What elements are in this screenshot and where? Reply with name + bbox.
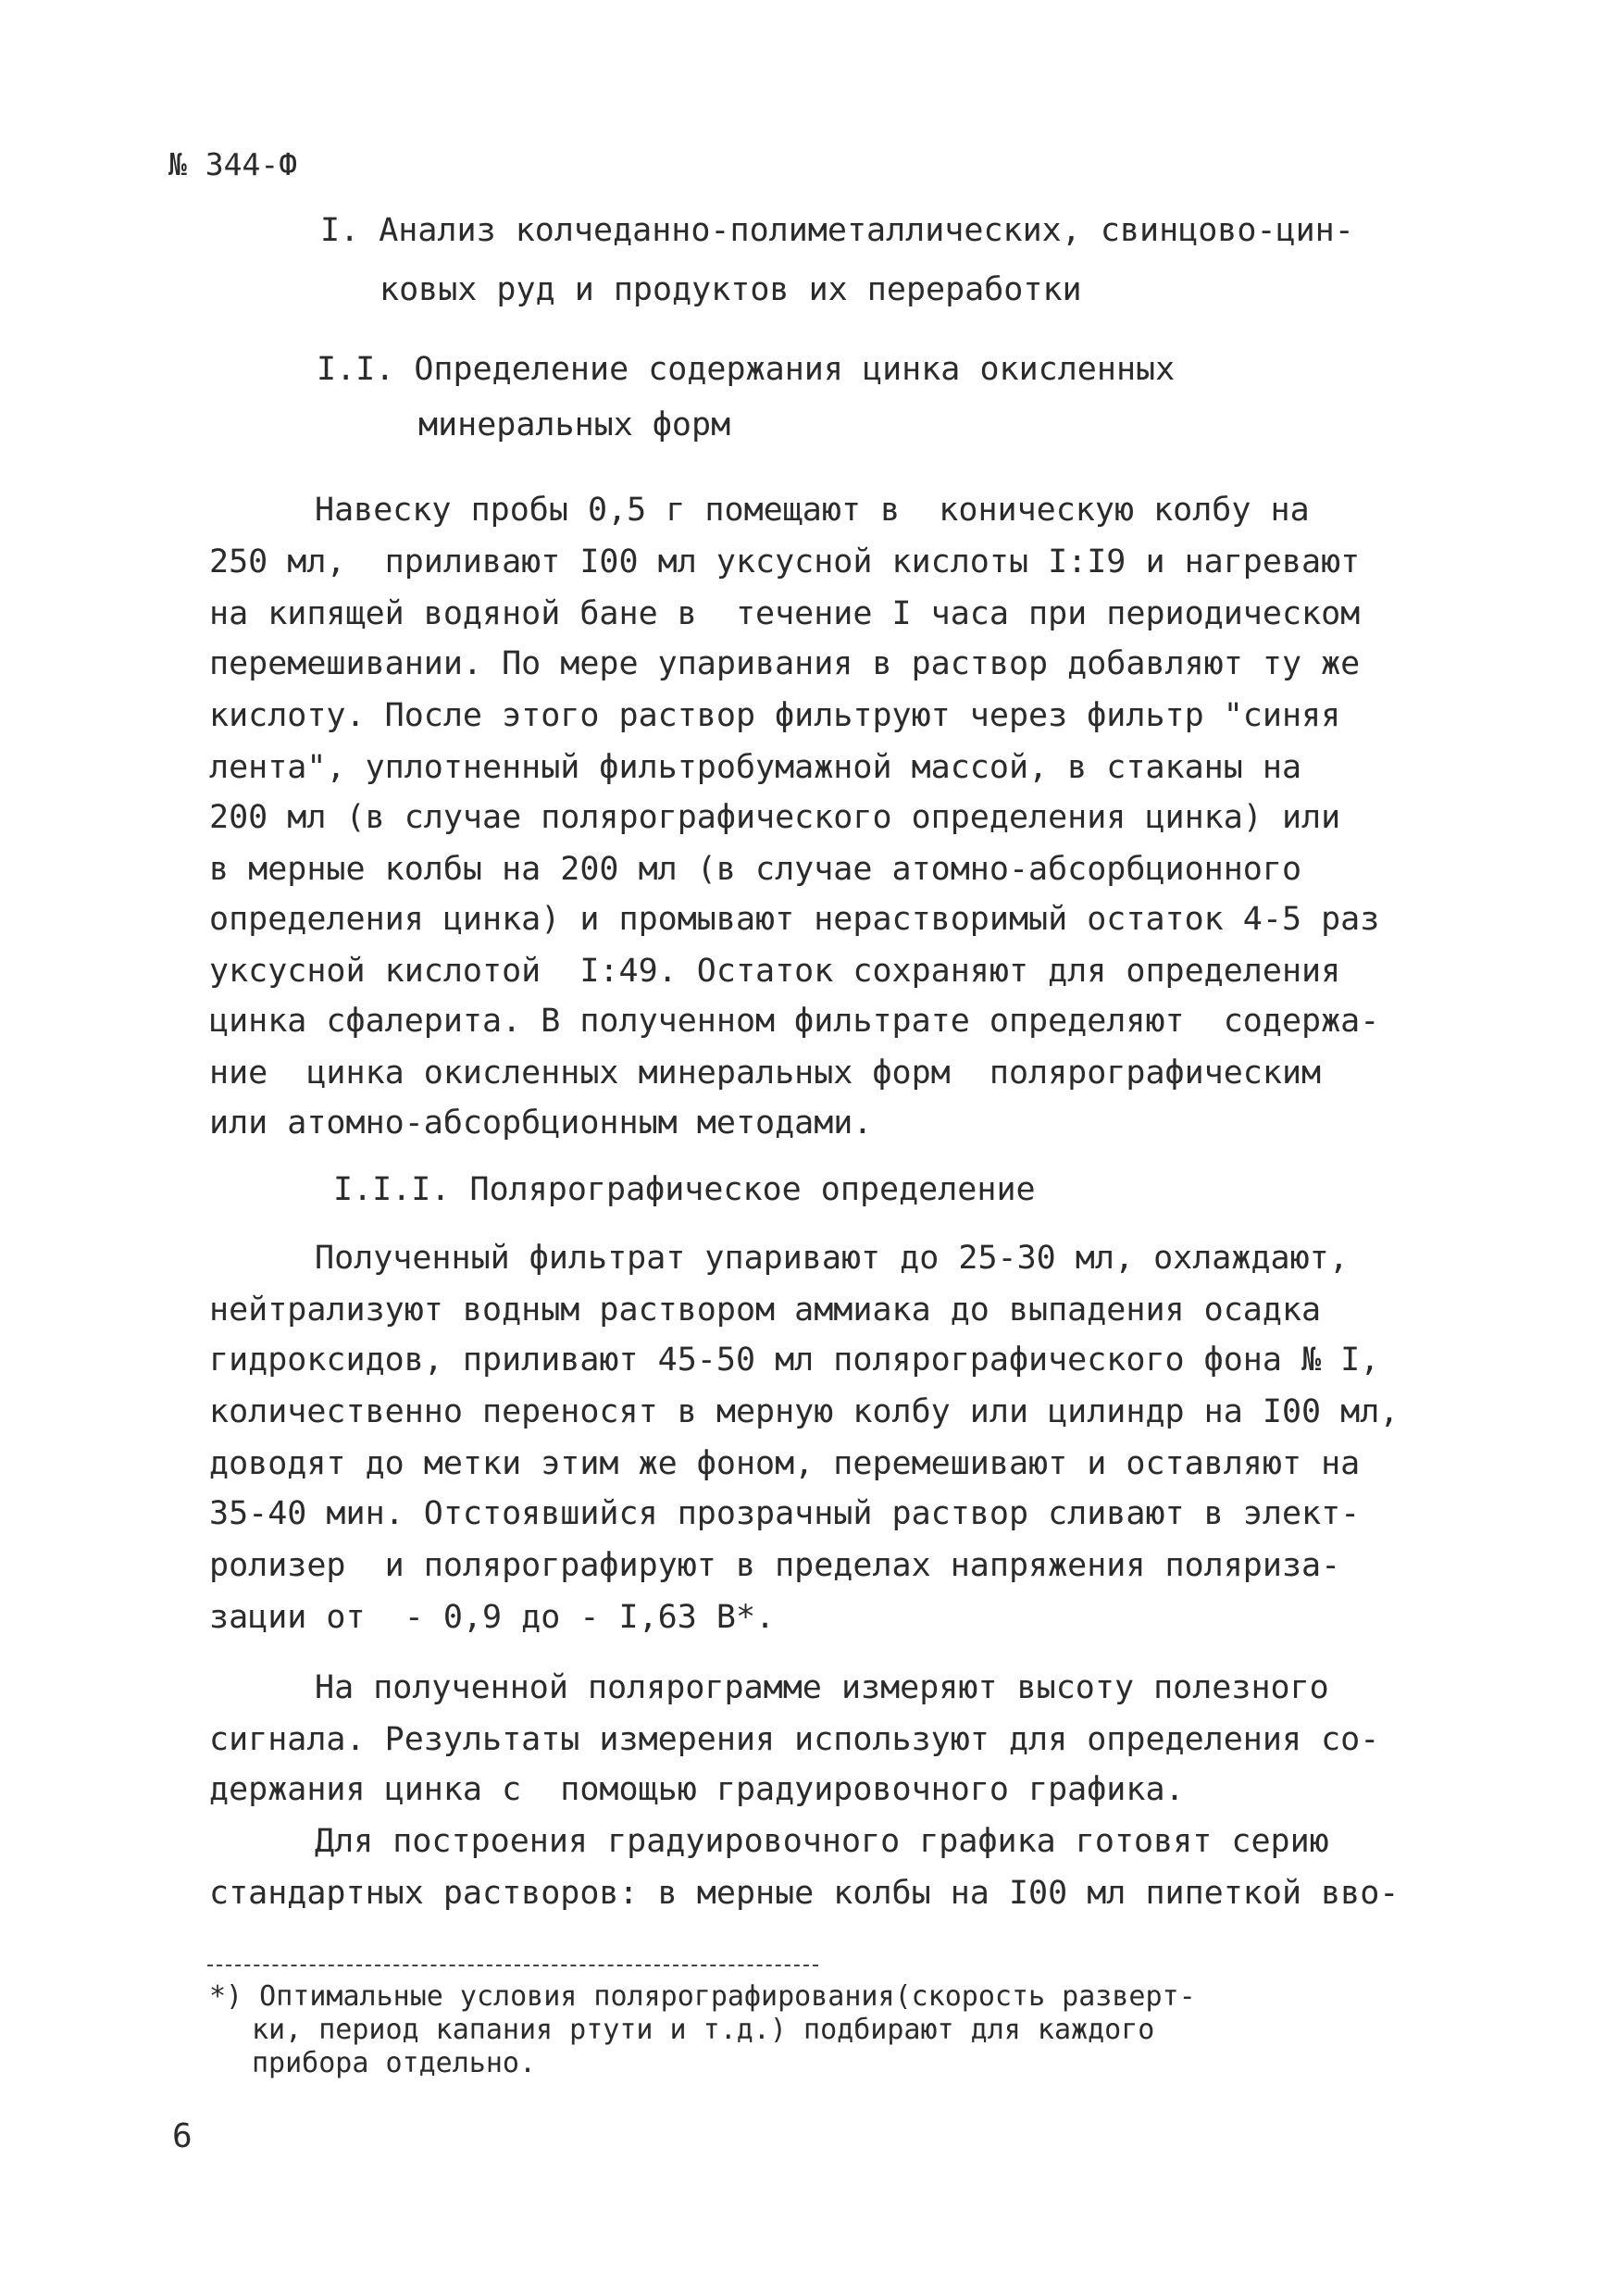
para2-line-6: 35-40 мин. Отстоявшийся прозрачный раствор сливают в элект- — [209, 1495, 1361, 1532]
para1-line-5: кислоту. После этого раствор фильтруют через фильтр "синяя — [209, 697, 1341, 734]
para2-line-7: ролизер и полярографируют в пределах напряжения поляриза- — [209, 1547, 1341, 1584]
footnote-line-3: прибора отдельно. — [252, 2047, 537, 2079]
para1-line-13: или атомно-абсорбционным методами. — [209, 1104, 873, 1142]
para2-line-5: доводят до метки этим же фоном, перемешивают и оставляют на — [209, 1445, 1361, 1482]
para1-line-12: ние цинка окисленных минеральных форм полярографическим — [209, 1054, 1322, 1092]
para1-line-6: лента", уплотненный фильтробумажной массой, в стаканы на — [209, 749, 1302, 786]
document-number: № 344-Ф — [168, 146, 298, 182]
para1-line-1: Навеску пробы 0,5 г помещают в коническую колбу на — [315, 492, 1310, 529]
footnote-line-2: ки, период капания ртути и т.д.) подбирают для каждого — [252, 2014, 1155, 2046]
para2-line-1: Полученный фильтрат упаривают до 25-30 мл, охлаждают, — [315, 1240, 1349, 1277]
para2-line-3: гидроксидов, приливают 45-50 мл полярографического фона № I, — [209, 1341, 1380, 1379]
subsection-heading-line-1: I.I. Определение содержания цинка окисленных — [317, 351, 1176, 388]
para1-line-4: перемешивании. По мере упаривания в раствор добавляют ту же — [209, 645, 1361, 682]
para1-line-7: 200 мл (в случае полярографического определения цинка) или — [209, 799, 1341, 836]
section-heading-line-2: ковых руд и продуктов их переработки — [380, 271, 1082, 308]
para3-line-2: сигнала. Результаты измерения используют для определения со- — [209, 1721, 1380, 1758]
para2-line-4: количественно переносят в мерную колбу или цилиндр на I00 мл, — [209, 1393, 1400, 1430]
para4-line-2: стандартных растворов: в мерные колбы на I00 мл пипеткой вво- — [209, 1875, 1400, 1912]
para1-line-9: определения цинка) и промывают нерастворимый остаток 4-5 раз — [209, 901, 1380, 938]
section-heading-line-1: I. Анализ колчеданно-полиметаллических, свинцово-цин- — [320, 212, 1354, 249]
footnote-line-1: *) Оптимальные условия полярографирования(скорость разверт- — [209, 1980, 1196, 2013]
para1-line-2: 250 мл, приливают I00 мл уксусной кислоты I:I9 и нагревают — [209, 543, 1361, 580]
para2-line-2: нейтрализуют водным раствором аммиака до выпадения осадка — [209, 1292, 1322, 1329]
footnote-separator — [207, 1965, 818, 1966]
para3-line-1: На полученной полярограмме измеряют высоту полезного — [315, 1669, 1329, 1706]
para2-line-8: зации от - 0,9 до - I,63 В*. — [209, 1599, 776, 1636]
page-number: 6 — [172, 2117, 193, 2155]
subsection-heading-line-2: минеральных форм — [418, 406, 731, 443]
para1-line-11: цинка сфалерита. В полученном фильтрате определяют содержа- — [209, 1003, 1380, 1040]
para1-line-3: на кипящей водяной бане в течение I часа при периодическом — [209, 595, 1361, 632]
subsubsection-heading: I.I.I. Полярографическое определение — [333, 1171, 1036, 1208]
para1-line-8: в мерные колбы на 200 мл (в случае атомно-абсорбционного — [209, 851, 1302, 888]
para4-line-1: Для построения градуировочного графика готовят серию — [315, 1823, 1329, 1860]
para3-line-3: держания цинка с помощью градуировочного графика. — [209, 1771, 1185, 1808]
para1-line-10: уксусной кислотой I:49. Остаток сохраняют для определения — [209, 953, 1341, 990]
